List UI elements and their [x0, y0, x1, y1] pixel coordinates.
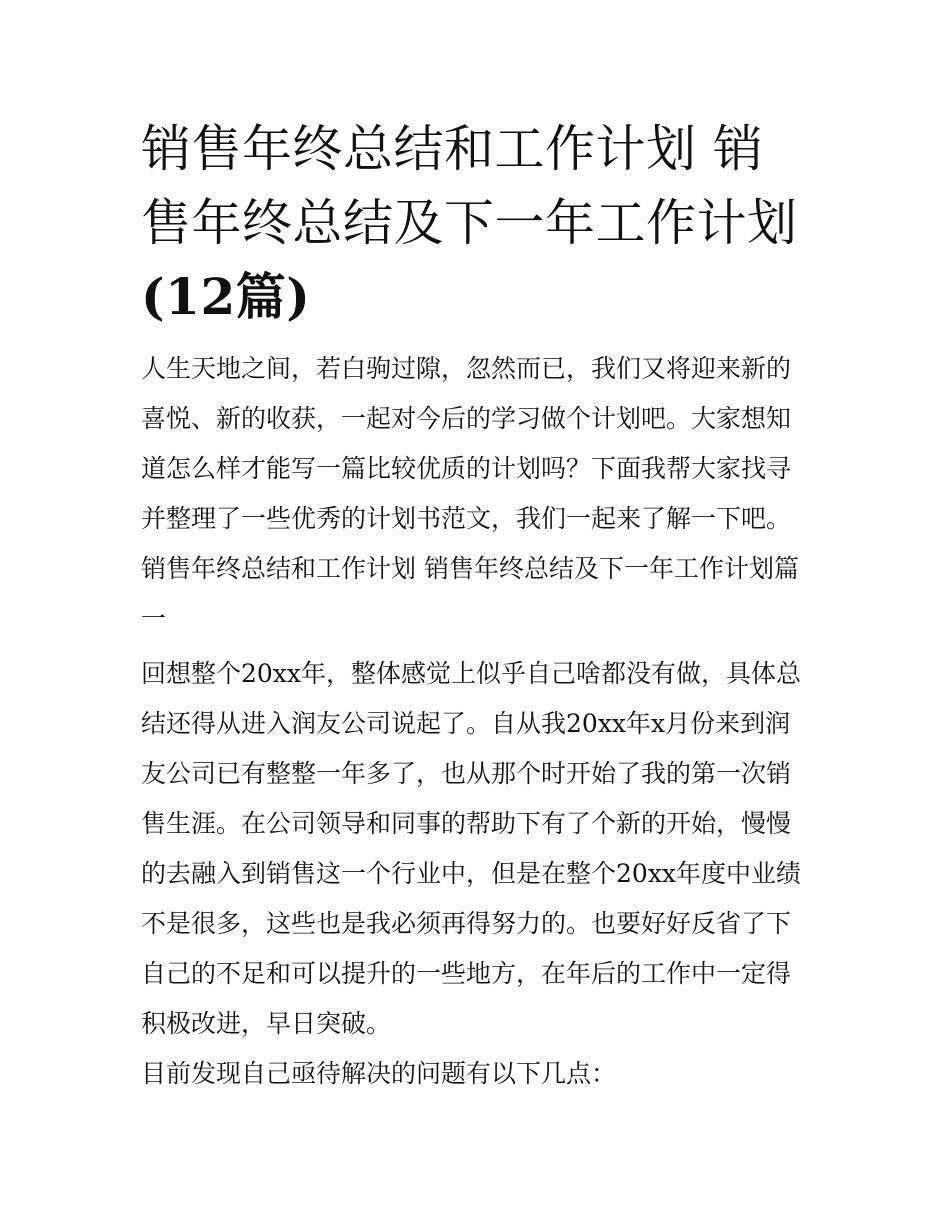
body-paragraph-2: 目前发现自己亟待解决的问题有以下几点： [141, 1059, 617, 1088]
title-tail: (12篇) [141, 267, 311, 326]
document-title [141, 112, 813, 334]
title-main: 销售年终总结和工作计划 销售年终总结及下一年工作计划 [141, 120, 798, 252]
intro-paragraph: 人生天地之间，若白驹过隙，忽然而已，我们又将迎来新的喜悦、新的收获，一起对今后的学习做个计划吧。大家想知道怎么样才能写一篇比较优质的计划吗？下面我帮大家找寻并整理了一些优秀的计划书范文，我们一起来了解一下吧。 [141, 354, 792, 533]
document-page [141, 112, 813, 1099]
body-paragraph-1: 回想整个20xx年，整体感觉上似乎自己啥都没有做，具体总结还得从进入润友公司说起了。自从我20xx年x月份来到润友公司已有整整一年多了，也从那个时开始了我的第一次销售生涯。在公司领导和同事的帮助下有了个新的开始，慢慢的去融入到销售这一个行业中，但是在整个20xx年度中业绩不是很多，这些也是我必须再得努力的。也要好好反省了下自己的不足和可以提升的一些地方，在年后的工作中一定得积极改进，早日突破。 [141, 659, 802, 1038]
section-heading: 销售年终总结和工作计划 销售年终总结及下一年工作计划篇一 [141, 554, 799, 633]
